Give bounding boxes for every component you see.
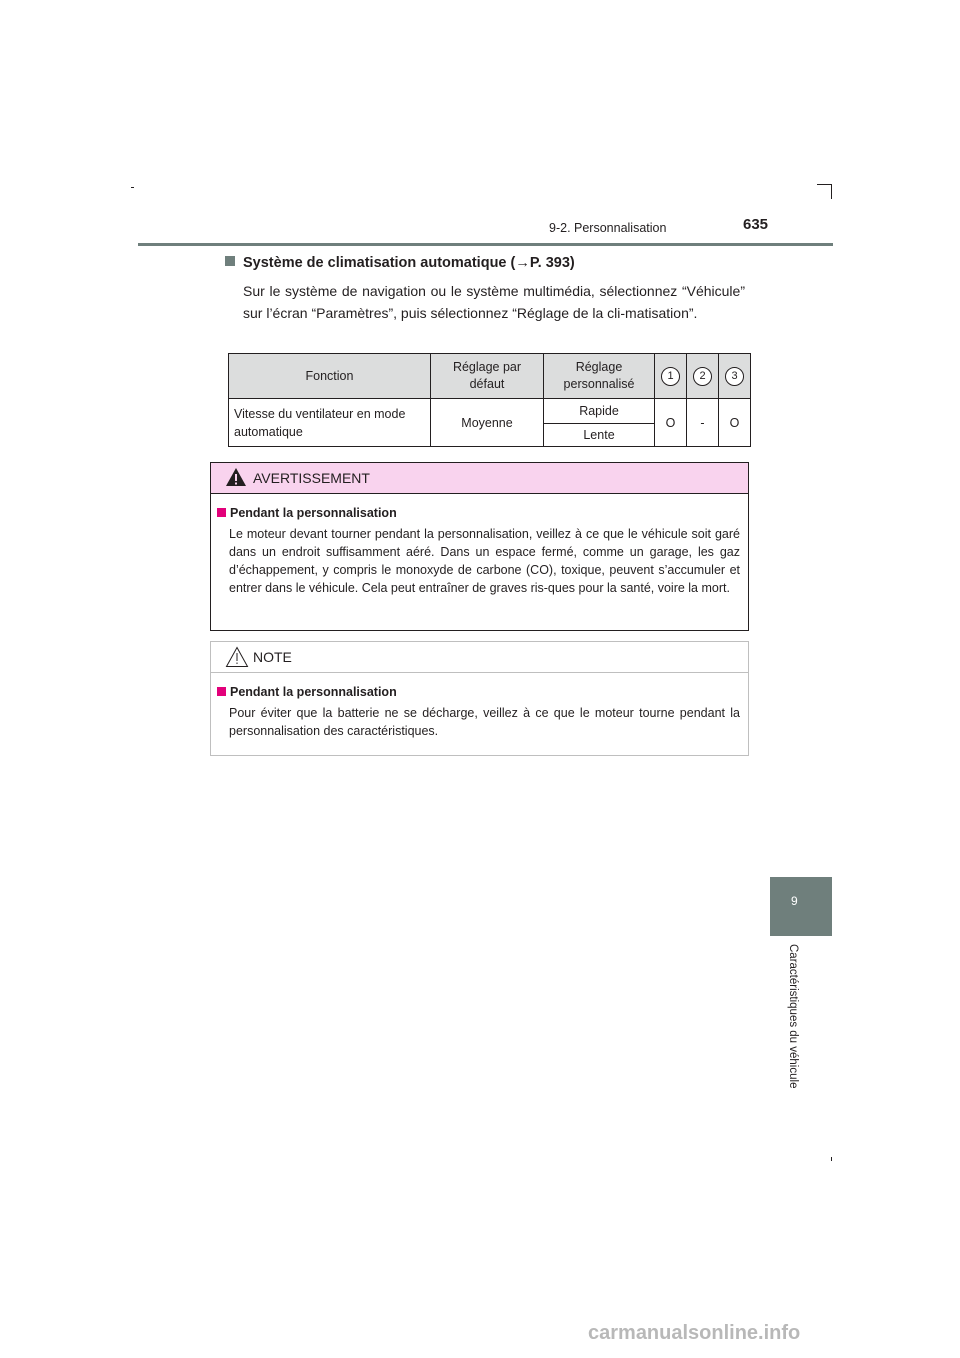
watermark: carmanualsonline.info [588,1322,801,1344]
crop-mark-top-left [131,187,134,188]
chapter-label: Caractéristiques du véhicule [787,944,799,1089]
crop-mark-top-right-v [831,184,832,199]
section-bullet-square [225,256,235,266]
table-row [229,399,751,424]
note-bullet-square [217,687,226,696]
header-fonction: Fonction [229,354,431,399]
note-header [211,642,748,673]
warning-header [211,463,748,494]
warning-bullet-square [217,508,226,517]
header-defaut: Réglage par défaut [431,354,544,399]
header-rule [138,243,833,246]
cell-option-rapide: Rapide [544,399,655,424]
note-subtitle [217,685,397,699]
caution-triangle-icon [225,646,249,668]
settings-table [228,353,751,447]
note-subtitle-text: Pendant la personnalisation [230,685,397,699]
header-col-2 [687,354,719,399]
warning-subtitle-text: Pendant la personnalisation [230,506,397,520]
note-text: Pour éviter que la batterie ne se décharge, veillez à ce que le moteur tourne pendant la personnalisation des caractéristiques. [229,706,740,738]
section-title-text: Système de climatisation automatique (→P. 393) [243,255,575,271]
cell-col-1: O [655,399,687,447]
note-box [210,641,749,756]
table-header-row [229,354,751,399]
note-title: NOTE [253,649,292,665]
circled-number-2: 2 [693,367,712,386]
cell-defaut: Moyenne [431,399,544,447]
warning-text: Le moteur devant tourner pendant la personnalisation, veillez à ce que le véhicule soit garé dans un endroit suffisamment aéré. Dans un espace fermé, comme un garage, les gaz d’échappement, y compris le monoxyde de carbone (CO), toxique, peuvent s’accumuler et entrer dans le véhicule. Cela peut entraîner de graves ris-ques pour la santé, voire la mort. [229,527,740,595]
circled-number-3: 3 [725,367,744,386]
warning-box [210,462,749,631]
cell-fonction: Vitesse du ventilateur en mode automatique [229,399,431,447]
section-title [225,255,575,271]
chapter-tab [770,877,832,936]
crop-mark-top-right-h [817,184,832,185]
cell-col-3: O [719,399,751,447]
circled-number-1: 1 [661,367,680,386]
chapter-number: 9 [791,894,798,908]
header-col-3 [719,354,751,399]
header-perso: Réglage personnalisé [544,354,655,399]
warning-subtitle [217,506,397,520]
warning-triangle-icon [225,467,247,487]
warning-title: AVERTISSEMENT [253,470,370,486]
header-col-1 [655,354,687,399]
running-header-section: 9-2. Personnalisation [549,221,667,235]
cell-col-2: - [687,399,719,447]
crop-mark-bottom-right [831,1157,832,1161]
page-number: 635 [743,216,769,233]
cell-option-lente: Lente [544,424,655,447]
section-intro: Sur le système de navigation ou le système multimédia, sélectionnez “Véhicule” sur l’écran “Paramètres”, puis sélectionnez “Réglage de la cli-matisation”. [243,283,745,321]
